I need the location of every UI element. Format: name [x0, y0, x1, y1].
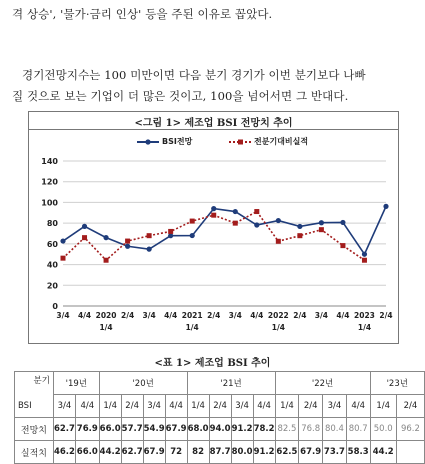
table-cell: 66.0	[75, 441, 99, 464]
year-header: '21년	[187, 372, 275, 395]
year-header: '20년	[99, 372, 187, 395]
forecast-point	[362, 252, 367, 257]
table-cell: 94.0	[209, 418, 231, 441]
legend-forecast-label: BSI전망	[162, 137, 193, 146]
table-row	[15, 441, 425, 464]
actual-point	[254, 209, 259, 214]
table-cell: 57.7	[121, 418, 143, 441]
forecast-point	[297, 224, 302, 229]
quarter-header: 2/4	[299, 395, 323, 418]
y-tick-label: 140	[41, 157, 58, 166]
quarter-header: 1/4	[370, 395, 396, 418]
table-cell: 82.5	[275, 418, 299, 441]
y-tick-label: 20	[46, 281, 58, 291]
quarter-header: 3/4	[53, 395, 75, 418]
x-tick-label: 1/4	[185, 323, 199, 332]
x-tick-label: 4/4	[77, 311, 92, 320]
table-cell: 82	[187, 441, 209, 464]
table-cell: 62.7	[121, 441, 143, 464]
y-tick-label: 120	[41, 177, 58, 187]
y-tick-label: 40	[46, 260, 58, 270]
quarter-header: 1/4	[99, 395, 121, 418]
table-cell: 91.2	[231, 418, 253, 441]
legend-actual-label: 전분기대비실적	[254, 137, 309, 146]
actual-series-line	[63, 212, 364, 261]
actual-point	[82, 235, 87, 240]
forecast-point	[125, 244, 130, 249]
table-cell: 62.7	[53, 418, 75, 441]
forecast-point	[103, 235, 108, 240]
x-tick-label: 3/4	[142, 311, 156, 320]
y-tick-label: 60	[46, 239, 58, 249]
x-tick-label: 3/4	[56, 311, 70, 320]
table-cell: 54.9	[143, 418, 165, 441]
quarter-header: 4/4	[346, 395, 370, 418]
forecast-point	[211, 206, 216, 211]
figure-title-divider	[29, 129, 398, 130]
table-cell: 67.9	[165, 418, 187, 441]
quarter-header: 3/4	[323, 395, 347, 418]
table-cell: 76.9	[75, 418, 99, 441]
quarter-header: 2/4	[396, 395, 424, 418]
x-tick-label: 3/4	[228, 311, 242, 320]
forecast-point	[340, 220, 345, 225]
x-tick-label: 2/4	[121, 311, 135, 320]
actual-point	[362, 258, 367, 263]
x-tick-label: 2/4	[379, 311, 393, 320]
bsi-table	[14, 371, 425, 464]
table-cell: 87.7	[209, 441, 231, 464]
quarter-header: 4/4	[253, 395, 275, 418]
actual-point	[233, 221, 238, 226]
table-quarter-row	[15, 395, 425, 418]
forecast-point	[319, 220, 324, 225]
legend-item-forecast	[137, 136, 192, 147]
forecast-series-line	[63, 206, 386, 254]
table-cell: 78.2	[253, 418, 275, 441]
quarter-header: 3/4	[143, 395, 165, 418]
table-cell: 67.9	[299, 441, 323, 464]
x-tick-label: 4/4	[336, 311, 350, 320]
table-cell: 68.0	[187, 418, 209, 441]
paragraph-line-1: 격 상승', '물가·금리 인상' 등을 주된 이유로 꼽았다.	[12, 7, 273, 21]
bsi-line-chart	[29, 148, 398, 343]
forecast-point	[190, 233, 195, 238]
y-tick-label: 80	[46, 219, 58, 229]
forecast-point	[82, 224, 87, 229]
year-header: '19년	[53, 372, 99, 395]
paragraph-line-3: 질 것으로 보는 기업이 더 많은 것이고, 100을 넘어서면 그 반대다.	[12, 89, 349, 103]
actual-point	[147, 233, 152, 238]
figure-box	[28, 111, 399, 344]
x-tick-label: 2/4	[293, 311, 307, 320]
actual-point	[340, 243, 345, 248]
table-cell: 72	[165, 441, 187, 464]
legend-actual-swatch	[229, 138, 251, 146]
legend-forecast-swatch	[137, 138, 159, 146]
quarter-header: 1/4	[275, 395, 299, 418]
quarter-header: 3/4	[231, 395, 253, 418]
actual-point	[168, 229, 173, 234]
quarter-header: 2/4	[209, 395, 231, 418]
x-tick-label: 2/4	[207, 311, 221, 320]
table-cell: 58.3	[346, 441, 370, 464]
x-tick-label: 3/4	[314, 311, 328, 320]
table-cell: 80.0	[231, 441, 253, 464]
x-tick-label: 1/4	[271, 323, 285, 332]
figure-title: <그림 1> 제조업 BSI 전망치 추이	[134, 118, 293, 129]
table-cell: 73.7	[323, 441, 347, 464]
table-cell: 44.2	[99, 441, 121, 464]
actual-point	[104, 258, 109, 263]
table-cell: 44.2	[370, 441, 396, 464]
table-cell: 46.2	[53, 441, 75, 464]
x-tick-label: 2020	[95, 311, 117, 320]
quarter-header: 2/4	[121, 395, 143, 418]
row-label: 실적치	[15, 441, 54, 464]
quarter-header: 4/4	[165, 395, 187, 418]
paragraph-line-2: 경기전망지수는 100 미만이면 다음 분기 경기가 이번 분기보다 나빠	[22, 68, 366, 82]
table-cell: 50.0	[370, 418, 396, 441]
y-tick-label: 0	[52, 302, 58, 311]
x-tick-label: 2022	[267, 311, 289, 320]
forecast-point	[60, 238, 65, 243]
row-label: 전망치	[15, 418, 54, 441]
forecast-point	[147, 247, 152, 252]
table-cell: 91.2	[253, 441, 275, 464]
table-cell: 62.5	[275, 441, 299, 464]
table-cell: 76.8	[299, 418, 323, 441]
forecast-point	[383, 204, 388, 209]
y-tick-label: 100	[41, 198, 58, 208]
table-title: <표 1> 제조업 BSI 추이	[154, 358, 271, 369]
forecast-point	[254, 222, 259, 227]
actual-point	[319, 227, 324, 232]
table-corner-cell	[15, 372, 54, 418]
year-header: '22년	[275, 372, 370, 395]
table-row	[15, 418, 425, 441]
table-cell: 66.0	[99, 418, 121, 441]
actual-point	[190, 219, 195, 224]
table-year-row	[15, 372, 425, 395]
table-cell	[396, 441, 424, 464]
x-tick-label: 2021	[181, 311, 203, 320]
corner-bottom-label: BSI	[18, 401, 32, 411]
forecast-point	[276, 218, 281, 223]
table-cell: 96.2	[396, 418, 424, 441]
x-tick-label: 1/4	[357, 323, 372, 332]
actual-point	[61, 256, 66, 261]
corner-top-label: 분기	[33, 376, 50, 386]
actual-point	[276, 239, 281, 244]
table-cell: 80.4	[323, 418, 347, 441]
forecast-point	[233, 209, 238, 214]
x-tick-label: 4/4	[250, 311, 264, 320]
table-cell: 80.7	[346, 418, 370, 441]
year-header: '23년	[370, 372, 424, 395]
actual-point	[125, 239, 130, 244]
table-cell: 67.9	[143, 441, 165, 464]
legend-item-actual	[229, 136, 308, 147]
x-tick-label: 2023	[354, 311, 375, 320]
quarter-header: 4/4	[75, 395, 99, 418]
x-tick-label: 4/4	[164, 311, 178, 320]
actual-point	[211, 213, 216, 218]
x-tick-label: 1/4	[99, 323, 113, 332]
quarter-header: 1/4	[187, 395, 209, 418]
actual-point	[297, 233, 302, 238]
